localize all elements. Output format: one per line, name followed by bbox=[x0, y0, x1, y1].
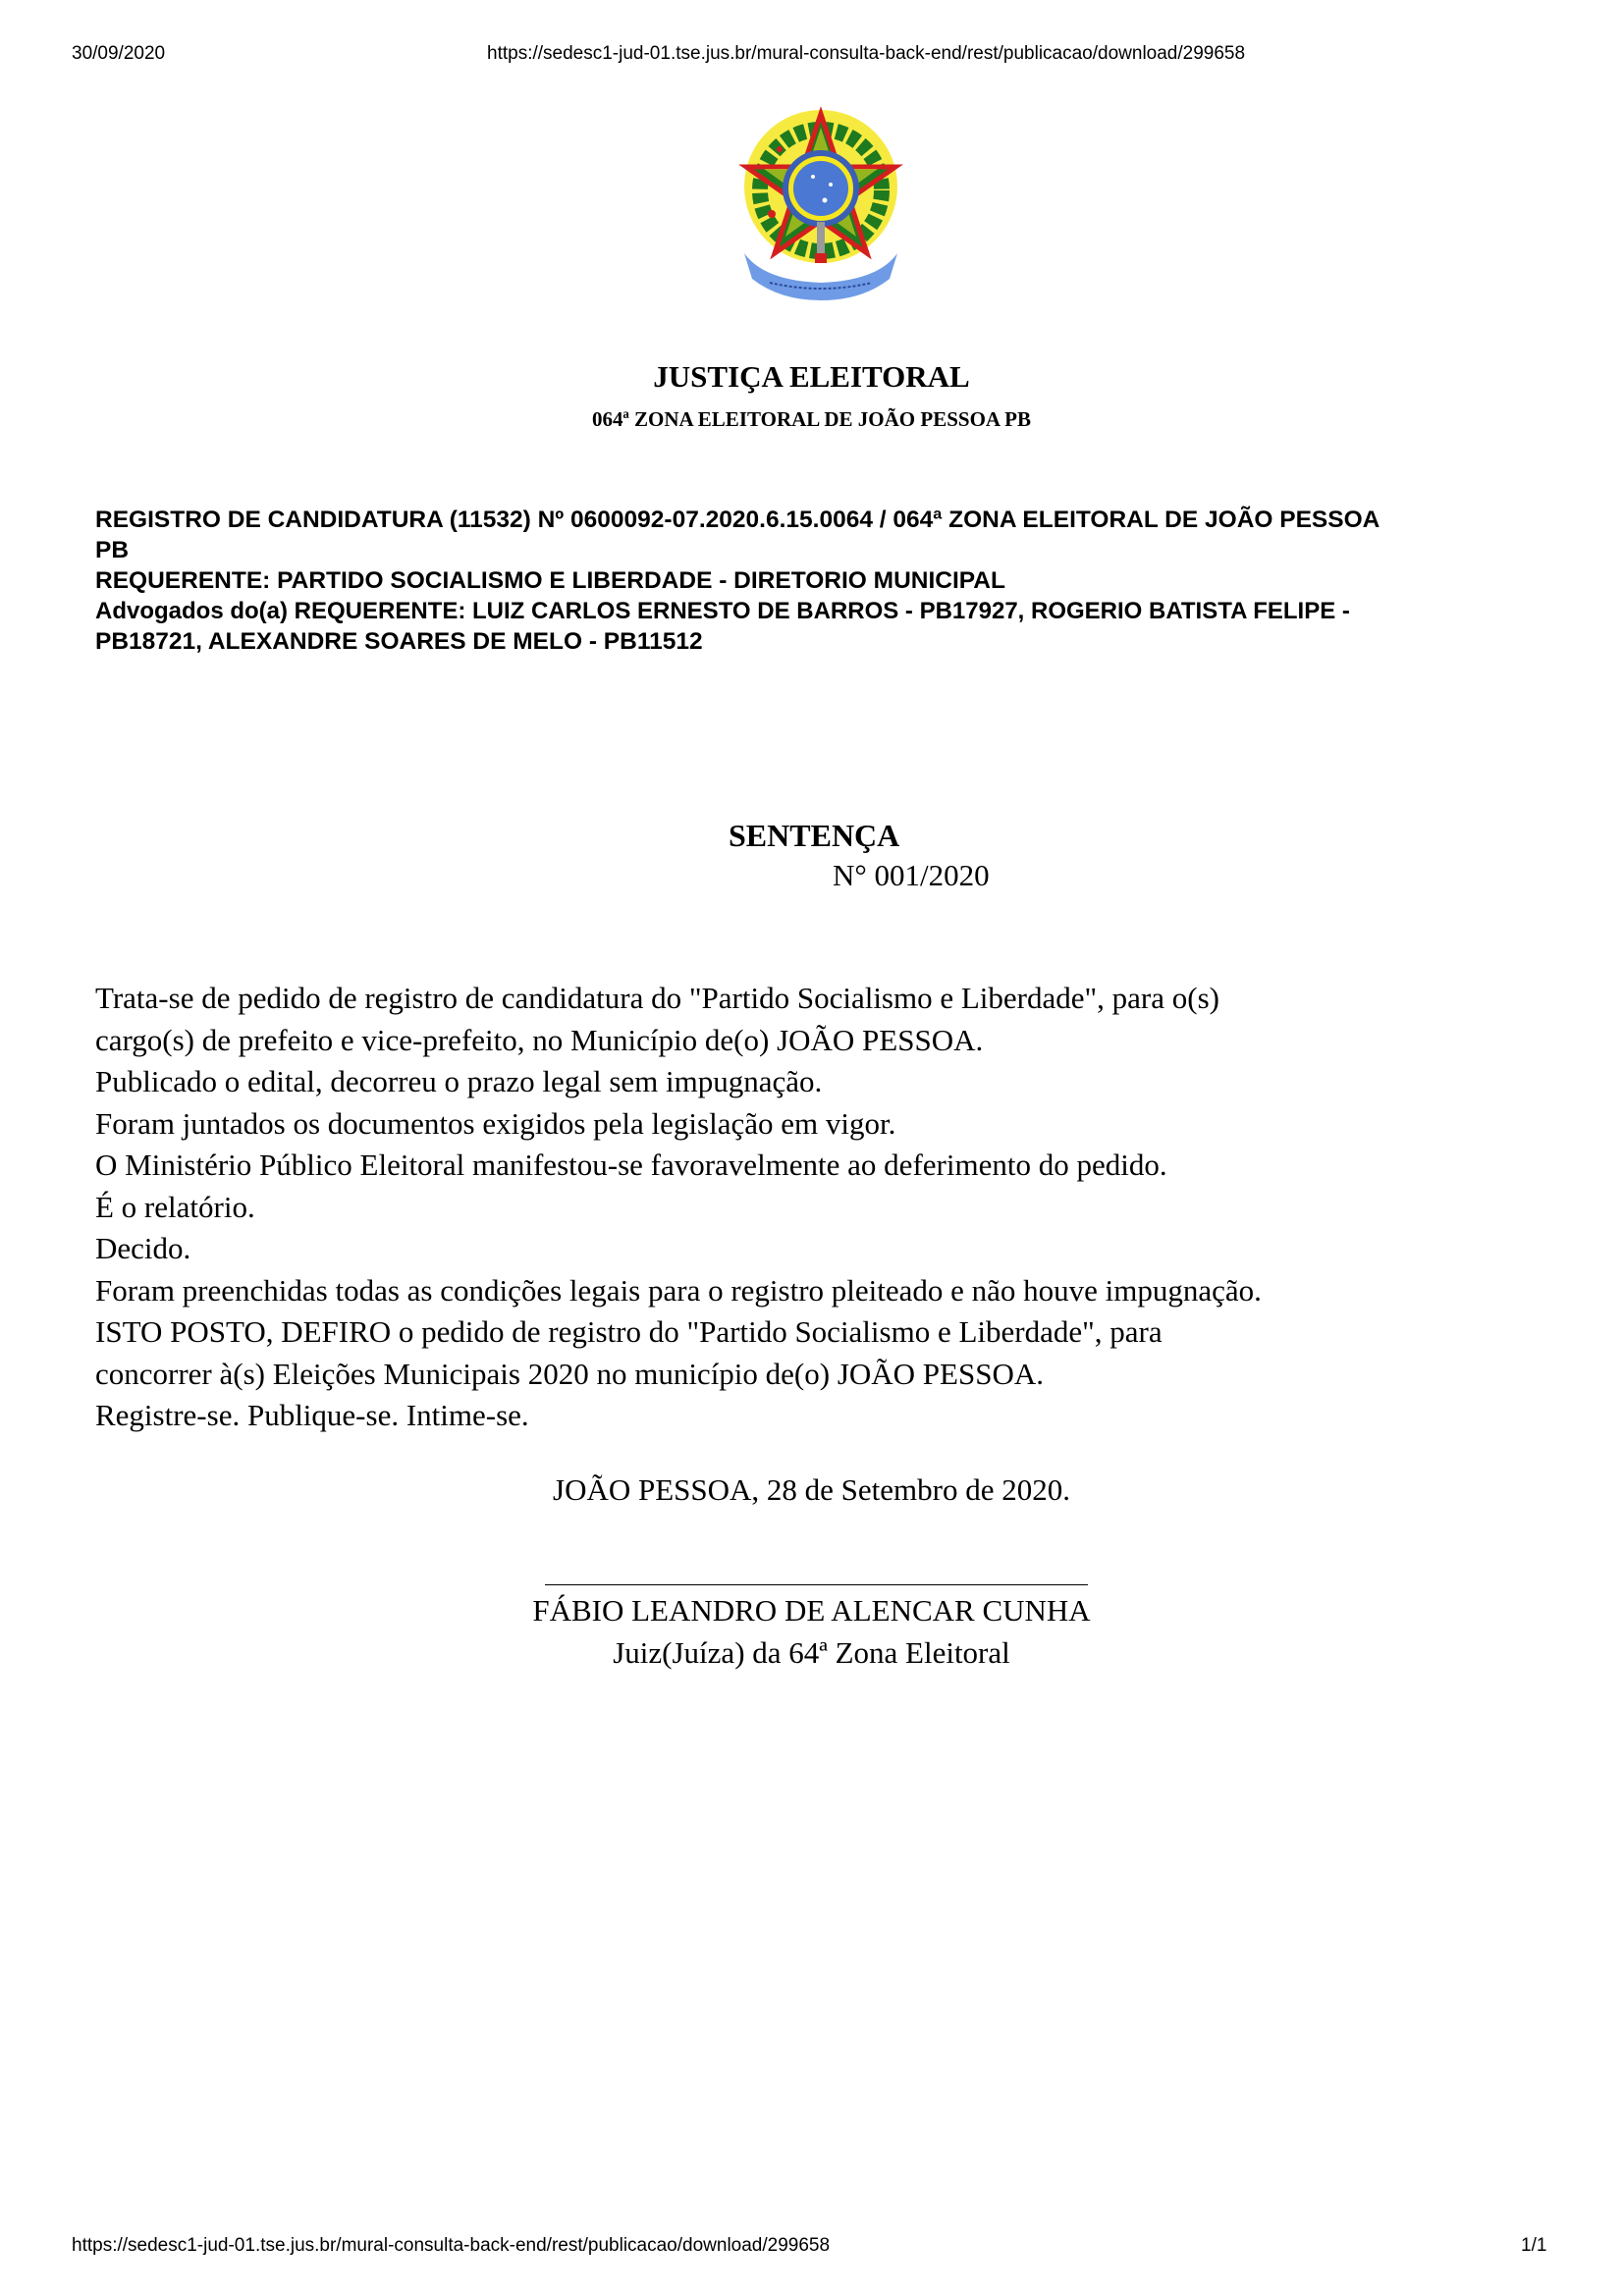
brazil-coat-of-arms-icon bbox=[734, 106, 907, 306]
emblem-fruit bbox=[777, 146, 783, 152]
body-line: Foram preenchidas todas as condições legais para o registro pleiteado e não houve impugnação. bbox=[95, 1272, 1262, 1308]
sentence-number: N° 001/2020 bbox=[833, 858, 990, 892]
judge-role: Juiz(Juíza) da 64ª Zona Eleitoral bbox=[613, 1635, 1010, 1670]
sentence-title: SENTENÇA bbox=[729, 818, 900, 853]
body-line: Trata-se de pedido de registro de candidatura do "Partido Socialismo e Liberdade", para o(s) bbox=[95, 981, 1219, 1015]
body-line: É o relatório. bbox=[95, 1189, 255, 1224]
emblem-star-dot bbox=[829, 183, 833, 187]
emblem-disc bbox=[793, 161, 848, 216]
body-line: concorrer à(s) Eleições Municipais 2020 no município de(o) JOÃO PESSOA. bbox=[95, 1356, 1044, 1391]
sentence-body bbox=[95, 978, 1470, 1437]
case-line: PB18721, ALEXANDRE SOARES DE MELO - PB11512 bbox=[95, 628, 703, 655]
case-header bbox=[95, 505, 1548, 657]
body-line: Registre-se. Publique-se. Intime-se. bbox=[95, 1398, 529, 1432]
court-title: JUSTIÇA ELEITORAL bbox=[653, 359, 970, 394]
print-date: 30/09/2020 bbox=[72, 43, 166, 64]
page-number: 1/1 bbox=[1521, 2235, 1547, 2256]
body-line: O Ministério Público Eleitoral manifestou-se favoravelmente ao deferimento do pedido. bbox=[95, 1148, 1167, 1182]
print-header-url: https://sedesc1-jud-01.tse.jus.br/mural-consulta-back-end/rest/publicacao/download/299658 bbox=[487, 43, 1246, 64]
case-line: PB bbox=[95, 537, 130, 563]
judge-name: FÁBIO LEANDRO DE ALENCAR CUNHA bbox=[532, 1593, 1091, 1628]
body-line: Foram juntados os documentos exigidos pela legislação em vigor. bbox=[95, 1105, 896, 1141]
emblem-fruit bbox=[768, 210, 776, 218]
emblem-star-dot bbox=[811, 175, 815, 179]
body-line: ISTO POSTO, DEFIRO o pedido de registro do "Partido Socialismo e Liberdade", para bbox=[95, 1314, 1163, 1349]
court-subtitle: 064ª ZONA ELEITORAL DE JOÃO PESSOA PB bbox=[591, 407, 1032, 431]
print-footer-url: https://sedesc1-jud-01.tse.jus.br/mural-consulta-back-end/rest/publicacao/download/299658 bbox=[72, 2235, 831, 2256]
emblem-star-dot bbox=[823, 198, 828, 203]
body-line: Decido. bbox=[95, 1231, 191, 1265]
case-line: REGISTRO DE CANDIDATURA (11532) Nº 0600092-07.2020.6.15.0064 / 064ª ZONA ELEITORAL DE JOÃO PESSOA bbox=[95, 507, 1380, 533]
emblem-sword-guard bbox=[815, 253, 827, 263]
body-line: cargo(s) de prefeito e vice-prefeito, no Município de(o) JOÃO PESSOA. bbox=[95, 1022, 984, 1057]
case-line: REQUERENTE: PARTIDO SOCIALISMO E LIBERDADE - DIRETORIO MUNICIPAL bbox=[95, 567, 1005, 594]
signature-line bbox=[545, 1584, 1088, 1585]
body-line: Publicado o edital, decorreu o prazo legal sem impugnação. bbox=[95, 1064, 823, 1098]
sentence-date: JOÃO PESSOA, 28 de Setembro de 2020. bbox=[553, 1472, 1070, 1507]
case-line: Advogados do(a) REQUERENTE: LUIZ CARLOS ERNESTO DE BARROS - PB17927, ROGERIO BATISTA FELIPE - bbox=[95, 598, 1350, 624]
